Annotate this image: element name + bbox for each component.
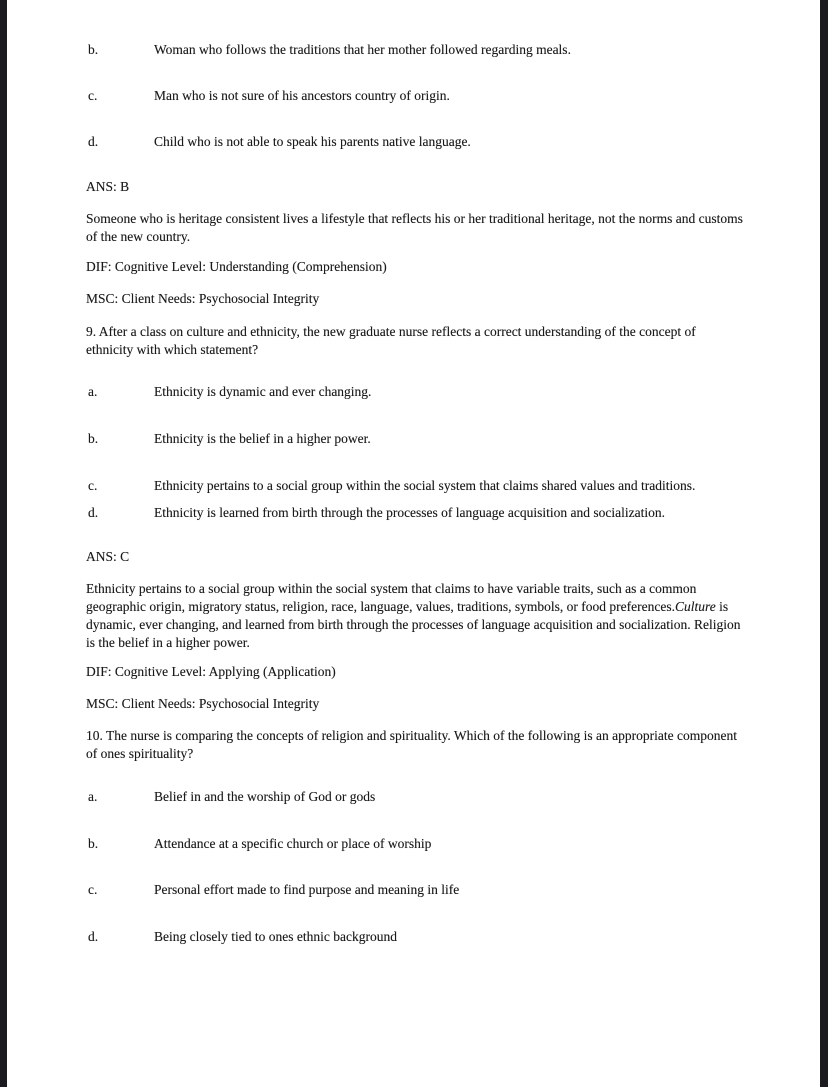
option-letter: b. bbox=[88, 431, 99, 446]
dif-line: DIF: Cognitive Level: Understanding (Comprehension) bbox=[86, 259, 387, 274]
option-letter: d. bbox=[88, 929, 99, 944]
answer-option-row bbox=[86, 881, 746, 899]
rationale-italic-term: Culture bbox=[674, 599, 716, 614]
answer-option-row bbox=[86, 477, 746, 495]
rationale-text-before: Ethnicity pertains to a social group within the social system that claims to have variable traits, such as a common geographic origin, migratory status, religion, race, language, values, traditions, symbols, or food preferences. bbox=[86, 581, 697, 614]
rationale-paragraph bbox=[86, 580, 746, 652]
option-letter: d. bbox=[88, 505, 99, 520]
option-text: Ethnicity is the belief in a higher power. bbox=[154, 431, 371, 446]
option-text: Ethnicity is dynamic and ever changing. bbox=[154, 384, 372, 399]
option-text: Ethnicity pertains to a social group within the social system that claims shared values and traditions. bbox=[154, 478, 696, 493]
msc-line: MSC: Client Needs: Psychosocial Integrity bbox=[86, 696, 320, 711]
msc-line: MSC: Client Needs: Psychosocial Integrity bbox=[86, 291, 320, 306]
answer-line: ANS: B bbox=[86, 179, 130, 194]
option-text: Man who is not sure of his ancestors country of origin. bbox=[154, 88, 450, 103]
document-page bbox=[7, 0, 820, 1087]
answer-option-row bbox=[86, 430, 746, 448]
option-text: Child who is not able to speak his parents native language. bbox=[154, 134, 471, 149]
option-text: Being closely tied to ones ethnic background bbox=[154, 929, 397, 944]
option-letter: c. bbox=[88, 88, 98, 103]
option-text: Personal effort made to find purpose and meaning in life bbox=[154, 882, 460, 897]
answer-option-row bbox=[86, 383, 746, 401]
answer-option-row bbox=[86, 87, 746, 105]
answer-option-row bbox=[86, 928, 746, 946]
option-letter: b. bbox=[88, 42, 99, 57]
option-text: Attendance at a specific church or place of worship bbox=[154, 836, 432, 851]
answer-option-row bbox=[86, 41, 746, 59]
option-letter: c. bbox=[88, 882, 98, 897]
page-content bbox=[86, 41, 746, 946]
option-text: Belief in and the worship of God or gods bbox=[154, 789, 376, 804]
option-text: Woman who follows the traditions that her mother followed regarding meals. bbox=[154, 42, 571, 57]
dif-line: DIF: Cognitive Level: Applying (Application) bbox=[86, 664, 336, 679]
option-letter: a. bbox=[88, 384, 98, 399]
answer-option-row bbox=[86, 788, 746, 806]
option-letter: b. bbox=[88, 836, 99, 851]
answer-option-row bbox=[86, 133, 746, 151]
question-stem: 10. The nurse is comparing the concepts of religion and spirituality. Which of the following is an appropriate component of ones spirituality? bbox=[86, 728, 737, 761]
option-letter: a. bbox=[88, 789, 98, 804]
rationale-paragraph: Someone who is heritage consistent lives a lifestyle that reflects his or her traditional heritage, not the norms and customs of the new country. bbox=[86, 211, 743, 244]
option-letter: c. bbox=[88, 478, 98, 493]
rationale-text-after: is dynamic, ever changing, and learned from birth through the processes of language acquisition and socialization. Religion is the belief in a higher power. bbox=[86, 599, 741, 650]
option-text: Ethnicity is learned from birth through the processes of language acquisition and socialization. bbox=[154, 505, 665, 520]
answer-option-row bbox=[86, 504, 746, 522]
question-stem: 9. After a class on culture and ethnicity, the new graduate nurse reflects a correct understanding of the concept of ethnicity with which statement? bbox=[86, 324, 696, 357]
answer-line: ANS: C bbox=[86, 549, 130, 564]
answer-option-row bbox=[86, 835, 746, 853]
option-letter: d. bbox=[88, 134, 99, 149]
